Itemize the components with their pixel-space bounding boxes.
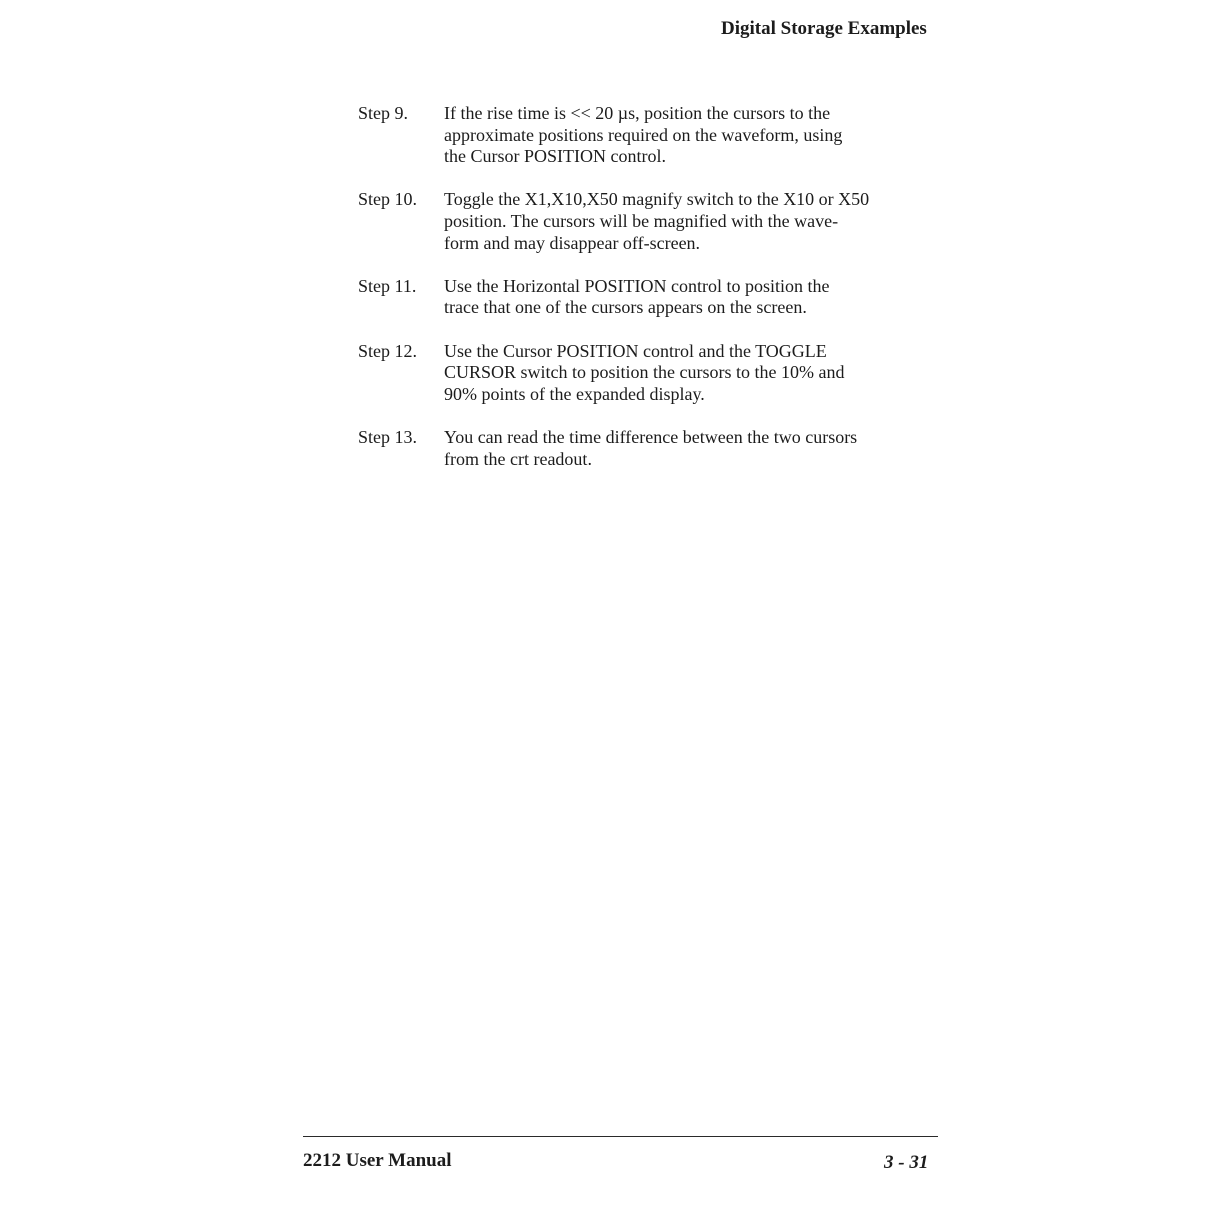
step-text-line: from the crt readout. — [444, 448, 592, 469]
step-text-line: Use the Cursor POSITION control and the TOGGLE — [444, 340, 827, 361]
step-text-line: CURSOR switch to position the cursors to the 10% and — [444, 362, 845, 383]
step-9 — [358, 103, 958, 168]
step-12 — [358, 341, 958, 406]
page-number: 3 - 31 — [884, 1152, 929, 1173]
step-label: Step 11. — [358, 275, 417, 296]
step-label: Step 10. — [358, 189, 418, 210]
step-label: Step 12. — [358, 340, 418, 361]
step-text — [444, 427, 958, 470]
step-text — [444, 189, 958, 254]
footer-divider — [303, 1136, 938, 1137]
step-text — [444, 276, 958, 319]
step-text — [444, 341, 958, 406]
step-text — [444, 103, 958, 168]
step-text-line: the Cursor POSITION control. — [444, 146, 666, 167]
step-text-line: Toggle the X1,X10,X50 magnify switch to the X10 or X50 — [444, 189, 870, 210]
step-13 — [358, 427, 958, 470]
step-text-line: approximate positions required on the waveform, using — [444, 124, 843, 145]
step-10 — [358, 189, 958, 254]
step-text-line: If the rise time is << 20 µs, position the cursors to the — [444, 103, 831, 123]
step-text-line: position. The cursors will be magnified with the wave- — [444, 210, 839, 231]
step-label: Step 13. — [358, 426, 418, 447]
step-11 — [358, 276, 958, 319]
procedure-steps — [358, 103, 958, 492]
step-label: Step 9. — [358, 103, 409, 123]
step-text-line: Use the Horizontal POSITION control to position the — [444, 275, 830, 296]
step-text-line: trace that one of the cursors appears on the screen. — [444, 297, 807, 318]
step-text-line: You can read the time difference between the two cursors — [444, 426, 858, 447]
section-title: Digital Storage Examples — [721, 18, 927, 39]
step-text-line: form and may disappear off-screen. — [444, 232, 701, 253]
manual-title: 2212 User Manual — [303, 1150, 452, 1171]
step-text-line: 90% points of the expanded display. — [444, 383, 705, 404]
